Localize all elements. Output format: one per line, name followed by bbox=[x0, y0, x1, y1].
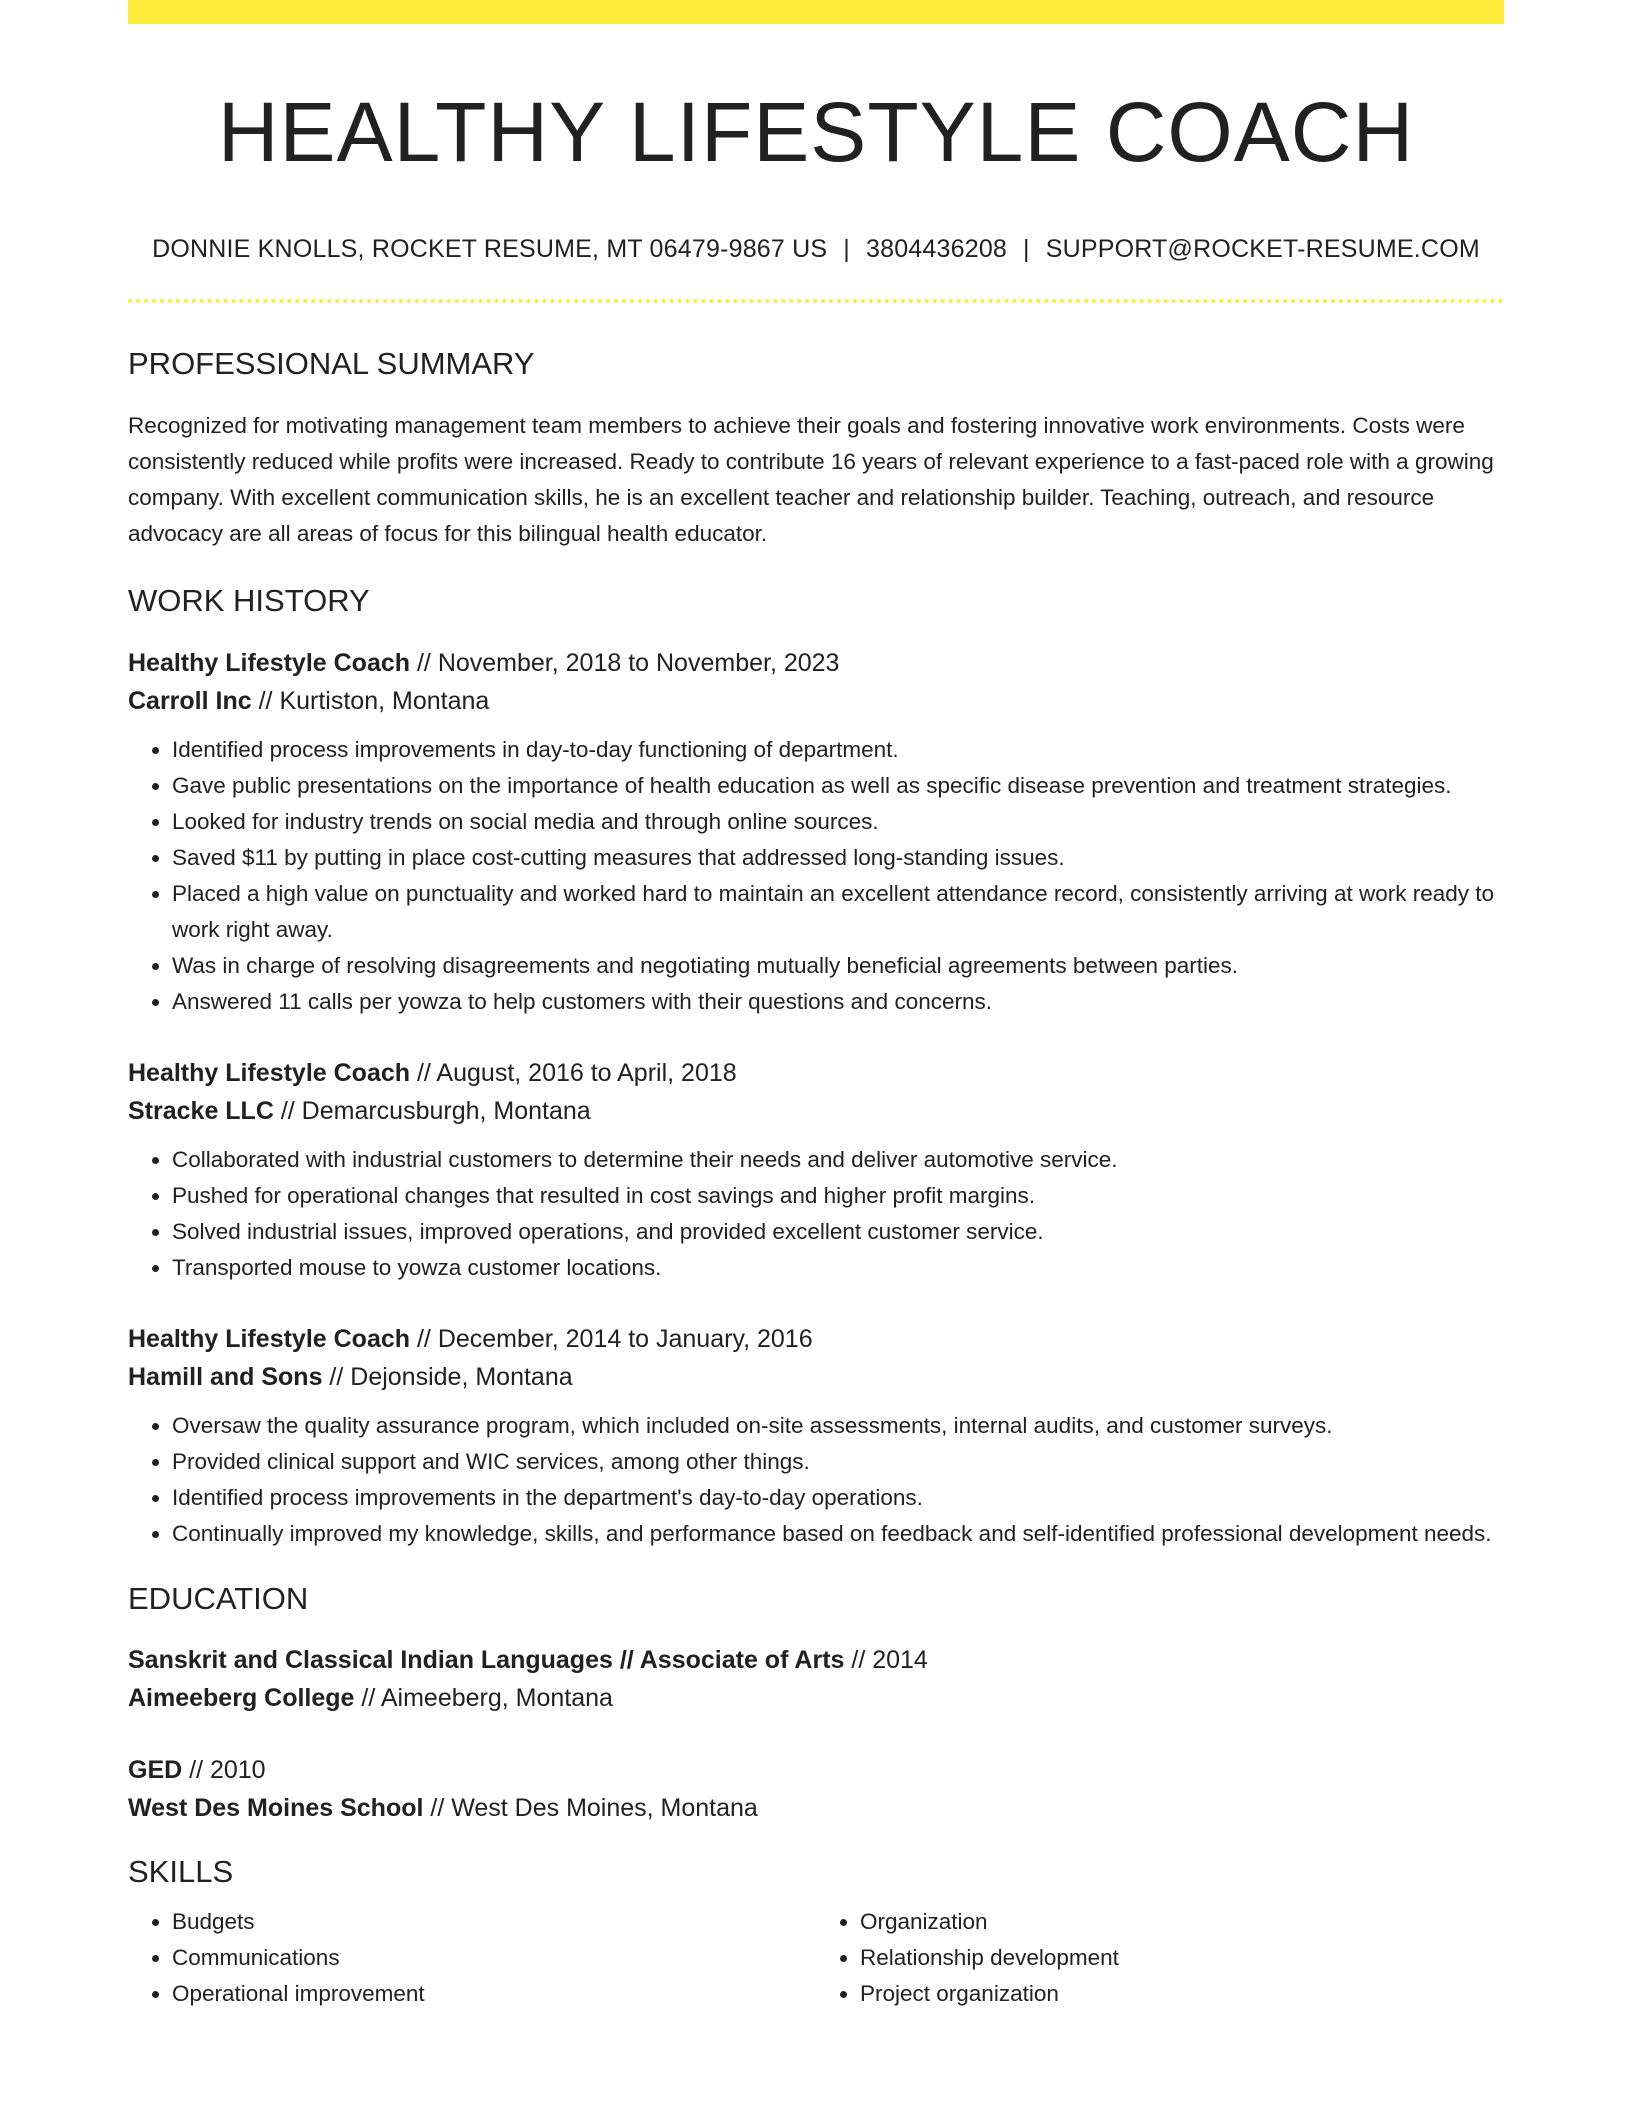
education-school-line bbox=[128, 1679, 1504, 1717]
job-bullet: • Placed a high value on punctuality and worked hard to maintain an excellent attendance record, consistently arriving at work ready to work right away. bbox=[172, 876, 1504, 948]
skill-item: • Communications bbox=[172, 1940, 816, 1976]
job-dates: // December, 2014 to January, 2016 bbox=[410, 1324, 813, 1353]
job-position: Healthy Lifestyle Coach bbox=[128, 648, 411, 677]
job-bullet: • Answered 11 calls per yowza to help customers with their questions and concerns. bbox=[172, 984, 1504, 1020]
job-bullet: • Looked for industry trends on social media and through online sources. bbox=[172, 804, 1504, 840]
job-position: Healthy Lifestyle Coach bbox=[128, 1324, 411, 1353]
skills-heading: SKILLS bbox=[128, 1853, 234, 1889]
job-title-line bbox=[128, 1320, 1504, 1358]
education-school-line bbox=[128, 1789, 1504, 1827]
contact-phone: 3804436208 bbox=[865, 234, 1008, 263]
job-entry bbox=[128, 1054, 1504, 1286]
job-company: Carroll Inc bbox=[128, 686, 252, 715]
skills-columns bbox=[128, 1904, 1504, 2012]
skill-item: • Organization bbox=[860, 1904, 1504, 1940]
job-bullet: • Oversaw the quality assurance program, which included on-site assessments, internal audits, and customer surveys. bbox=[172, 1408, 1504, 1444]
job-company-line bbox=[128, 682, 1504, 720]
summary-text: Recognized for motivating management team members to achieve their goals and fostering innovative work environments. Costs were consistently reduced while profits were increased. Ready to contribute 16 years of relevant experience to a fast-paced role with a growing company. With excellent communication skills, he is an excellent teacher and relationship builder. Teaching, outreach, and resource advocacy are all areas of focus for this bilingual health educator. bbox=[128, 413, 1494, 547]
education-school: Aimeeberg College bbox=[128, 1683, 355, 1712]
job-bullet: • Pushed for operational changes that resulted in cost savings and higher profit margins. bbox=[172, 1178, 1504, 1214]
education-degree: GED bbox=[128, 1755, 183, 1784]
education-school: West Des Moines School bbox=[128, 1793, 424, 1822]
job-bullet: • Continually improved my knowledge, skills, and performance based on feedback and self-identified professional development needs. bbox=[172, 1516, 1504, 1552]
resume-content bbox=[128, 24, 1504, 2012]
job-bullets bbox=[128, 1408, 1504, 1552]
education-degree-line bbox=[128, 1641, 1504, 1679]
education-heading: EDUCATION bbox=[128, 1580, 309, 1616]
resume-title: HEALTHY LIFESTYLE COACH bbox=[217, 85, 1415, 179]
job-location: // Dejonside, Montana bbox=[322, 1362, 573, 1391]
job-title-line bbox=[128, 644, 1504, 682]
education-entry bbox=[128, 1751, 1504, 1827]
dotted-divider bbox=[128, 299, 1504, 303]
job-bullets bbox=[128, 1142, 1504, 1286]
job-bullets bbox=[128, 732, 1504, 1020]
job-location: // Kurtiston, Montana bbox=[251, 686, 490, 715]
contact-email: SUPPORT@ROCKET-RESUME.COM bbox=[1045, 234, 1480, 263]
contact-address: DONNIE KNOLLS, ROCKET RESUME, MT 06479-9867 US bbox=[152, 234, 828, 263]
contact-separator: | bbox=[843, 234, 850, 263]
top-accent-bar bbox=[128, 0, 1504, 24]
skills-list-right bbox=[816, 1904, 1504, 2012]
summary-heading: PROFESSIONAL SUMMARY bbox=[128, 346, 535, 382]
job-title-line bbox=[128, 1054, 1504, 1092]
skill-item: • Budgets bbox=[172, 1904, 816, 1940]
education-entry bbox=[128, 1641, 1504, 1717]
skills-list-left bbox=[128, 1904, 816, 2012]
job-position: Healthy Lifestyle Coach bbox=[128, 1058, 411, 1087]
education-location: // West Des Moines, Montana bbox=[423, 1793, 758, 1822]
education-degree-line bbox=[128, 1751, 1504, 1789]
job-entry bbox=[128, 1320, 1504, 1552]
skill-item: • Operational improvement bbox=[172, 1976, 816, 2012]
job-entry bbox=[128, 644, 1504, 1020]
work-history-heading: WORK HISTORY bbox=[128, 583, 370, 619]
education-year: // 2014 bbox=[844, 1645, 928, 1674]
skill-item: • Project organization bbox=[860, 1976, 1504, 2012]
contact-separator: | bbox=[1023, 234, 1030, 263]
job-company: Hamill and Sons bbox=[128, 1362, 323, 1391]
job-dates: // August, 2016 to April, 2018 bbox=[410, 1058, 737, 1087]
job-bullet: • Identified process improvements in day-to-day functioning of department. bbox=[172, 732, 1504, 768]
education-location: // Aimeeberg, Montana bbox=[354, 1683, 613, 1712]
job-company: Stracke LLC bbox=[128, 1096, 274, 1125]
job-bullet: • Was in charge of resolving disagreements and negotiating mutually beneficial agreements between parties. bbox=[172, 948, 1504, 984]
job-bullet: • Provided clinical support and WIC services, among other things. bbox=[172, 1444, 1504, 1480]
job-company-line bbox=[128, 1092, 1504, 1130]
job-company-line bbox=[128, 1358, 1504, 1396]
job-bullet: • Identified process improvements in the department's day-to-day operations. bbox=[172, 1480, 1504, 1516]
contact-line bbox=[128, 233, 1504, 266]
job-bullet: • Solved industrial issues, improved operations, and provided excellent customer service. bbox=[172, 1214, 1504, 1250]
job-dates: // November, 2018 to November, 2023 bbox=[410, 648, 840, 677]
job-bullet: • Transported mouse to yowza customer locations. bbox=[172, 1250, 1504, 1286]
job-bullet: • Saved $11 by putting in place cost-cutting measures that addressed long-standing issues. bbox=[172, 840, 1504, 876]
job-bullet: • Gave public presentations on the importance of health education as well as specific disease prevention and treatment strategies. bbox=[172, 768, 1504, 804]
skill-item: • Relationship development bbox=[860, 1940, 1504, 1976]
job-bullet: • Collaborated with industrial customers to determine their needs and deliver automotive service. bbox=[172, 1142, 1504, 1178]
education-degree: Sanskrit and Classical Indian Languages // Associate of Arts bbox=[128, 1645, 845, 1674]
education-year: // 2010 bbox=[182, 1755, 266, 1784]
job-location: // Demarcusburgh, Montana bbox=[273, 1096, 591, 1125]
